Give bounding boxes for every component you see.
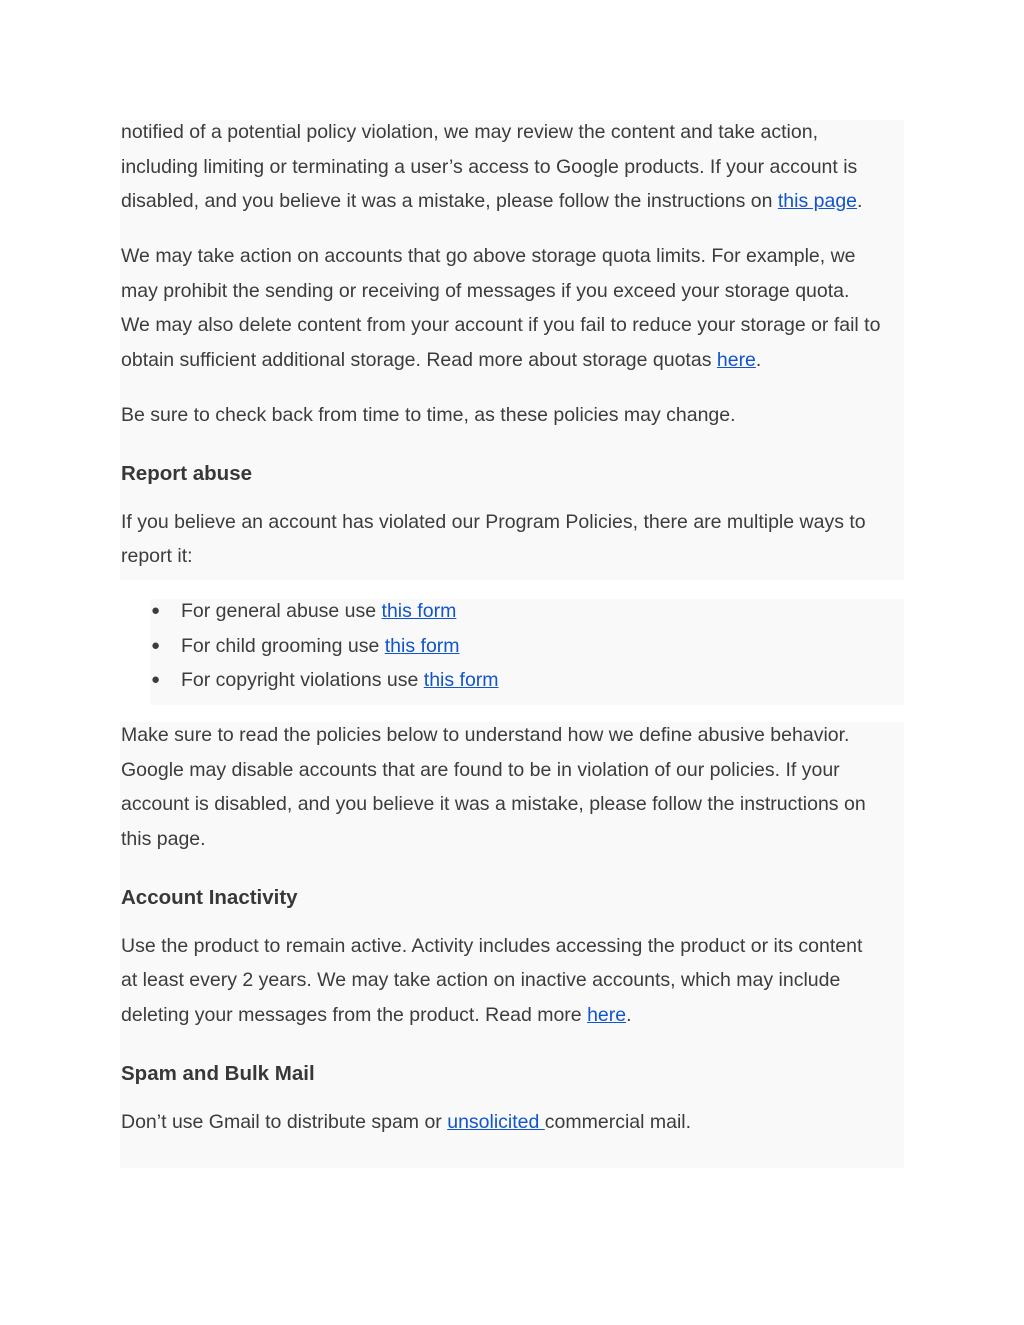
paragraph-2-line-3: We may also delete content from your account if you fail to reduce your storage or fail to (121, 314, 881, 336)
bullet-copyright (181, 668, 499, 692)
report-abuse-heading: Report abuse (121, 462, 252, 485)
storage-quotas-here-link[interactable]: here (716, 349, 756, 371)
paragraph-2-line-4-text: obtain sufficient additional storage. Read more about storage quotas (121, 349, 717, 371)
paragraph-4-line-4: this page. (121, 828, 206, 850)
paragraph-4-line-3: account is disabled, and you believe it was a mistake, please follow the instructions on (121, 793, 866, 815)
bullet-child-grooming-text: For child grooming use (181, 635, 385, 657)
account-inactivity-heading: Account Inactivity (121, 886, 298, 909)
paragraph-2-line-1: We may take action on accounts that go above storage quota limits. For example, we (121, 245, 856, 267)
bullet-dot-2: ● (151, 637, 161, 654)
bullet-child-grooming (181, 634, 460, 658)
inactivity-here-link[interactable]: here (587, 1004, 627, 1026)
report-abuse-line-1: If you believe an account has violated our Program Policies, there are multiple ways to (121, 511, 866, 533)
paragraph-2-line-4 (121, 348, 761, 372)
account-inactivity-line-1: Use the product to remain active. Activity includes accessing the product or its content (121, 935, 863, 957)
bullet-general-abuse (181, 599, 456, 623)
paragraph-1-line-3 (121, 189, 862, 213)
spam-line-1-end: commercial mail. (544, 1111, 692, 1133)
paragraph-1-line-1: notified of a potential policy violation, we may review the content and take action, (121, 121, 818, 143)
spam-line-1-text: Don’t use Gmail to distribute spam or (121, 1111, 448, 1133)
copyright-form-link[interactable]: this form (423, 669, 499, 691)
spam-line-1 (121, 1110, 691, 1134)
account-inactivity-line-2: at least every 2 years. We may take action on inactive accounts, which may include (121, 969, 841, 991)
paragraph-1-line-3-end: . (857, 190, 863, 212)
child-grooming-form-link[interactable]: this form (384, 635, 460, 657)
account-inactivity-line-3-text: deleting your messages from the product. Read more (121, 1004, 588, 1026)
paragraph-2-line-4-end: . (755, 349, 762, 371)
paragraph-1-line-2: including limiting or terminating a user’s access to Google products. If your account is (121, 156, 858, 178)
bullet-copyright-text: For copyright violations use (181, 669, 424, 691)
general-abuse-form-link[interactable]: this form (381, 600, 457, 622)
bullet-dot-3: ● (151, 671, 161, 688)
account-inactivity-line-3-end: . (626, 1004, 632, 1026)
unsolicited-link[interactable]: unsolicited (447, 1111, 545, 1133)
bullet-dot-1: ● (151, 602, 161, 619)
paragraph-2-line-2: may prohibit the sending or receiving of messages if you exceed your storage quota. (121, 280, 850, 302)
report-abuse-line-2: report it: (121, 545, 193, 567)
bullet-general-abuse-text: For general abuse use (181, 600, 382, 622)
paragraph-4-line-2: Google may disable accounts that are found to be in violation of our policies. If your (121, 759, 840, 781)
spam-heading: Spam and Bulk Mail (121, 1062, 315, 1085)
paragraph-1-line-3-text: disabled, and you believe it was a mistake, please follow the instructions on (121, 190, 778, 212)
this-page-link[interactable]: this page (777, 190, 858, 212)
account-inactivity-line-3 (121, 1003, 632, 1027)
paragraph-4-line-1: Make sure to read the policies below to understand how we define abusive behavior. (121, 724, 850, 746)
paragraph-3-line-1: Be sure to check back from time to time, as these policies may change. (121, 404, 736, 426)
